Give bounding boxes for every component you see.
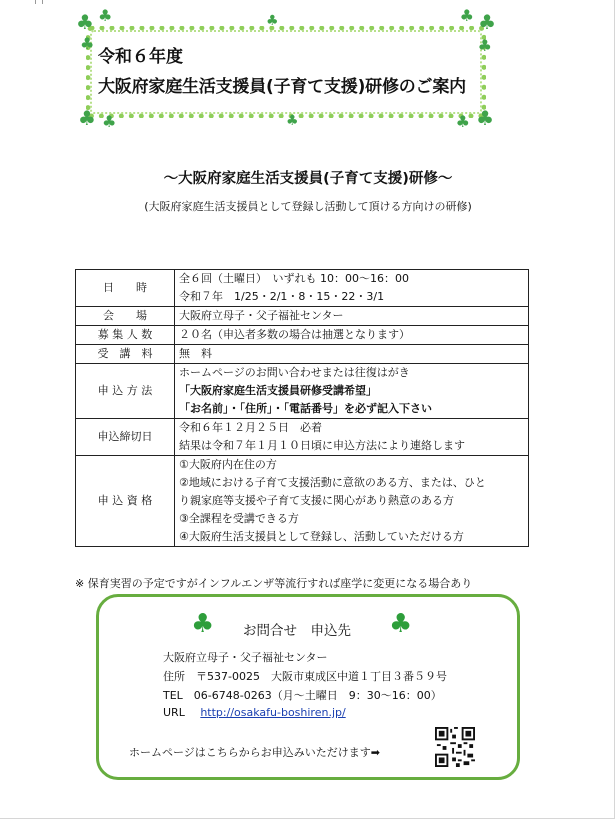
clover-icon: ♣ (286, 113, 299, 129)
row-value (175, 307, 529, 326)
clover-icon: ♣ (80, 34, 95, 53)
clover-icon: ♣ (98, 6, 113, 25)
value-line: 大阪府立母子・父子福祉センター (179, 309, 344, 322)
table-row (76, 364, 529, 419)
header-year: 令和６年度 (98, 47, 183, 67)
clover-icon: ♣ (389, 609, 413, 639)
table-row (76, 419, 529, 456)
clover-icon: ♣ (478, 10, 496, 34)
row-value (175, 419, 529, 456)
contact-box (96, 594, 520, 780)
value-line: ③全課程を受講できる方 (179, 512, 299, 525)
table-row (76, 307, 529, 326)
header-frame (76, 6, 496, 131)
clover-icon: ♣ (477, 36, 492, 55)
contact-title: お問合せ 申込先 (243, 623, 351, 639)
table-row (76, 456, 529, 547)
row-label: 会 場 (76, 307, 175, 326)
row-label: 募 集 人 数 (76, 326, 175, 345)
value-line: ２０名（申込者多数の場合は抽選となります） (179, 328, 410, 341)
footnote: ※ 保育実習の予定ですがインフルエンザ等流行すれば座学に変更になる場合あり (75, 577, 473, 590)
header-title: 大阪府家庭生活支援員(子育て支援)研修のご案内 (98, 77, 466, 97)
clover-icon: ♣ (78, 106, 96, 130)
value-line: 「お名前」・「住所」・「電話番号」を必ず記入下さい (179, 402, 432, 415)
website-link[interactable]: http://osakafu-boshiren.jp/ (200, 706, 346, 719)
value-line: 全６回（土曜日） いずれも 10：00～16：00 (179, 272, 409, 285)
info-table (75, 269, 529, 547)
value-line: ②地域における子育て支援活動に意欲のある方、または、ひと (179, 476, 486, 489)
contact-tel: TEL 06-6748-0263（月～土曜日 9：30～16：00） (163, 689, 442, 702)
row-label: 日 時 (76, 270, 175, 307)
row-label: 申 込 資 格 (76, 456, 175, 547)
value-line: 「大阪府家庭生活支援員研修受講希望」 (179, 384, 377, 397)
contact-org: 大阪府立母子・父子福祉センター (163, 651, 328, 664)
clover-icon: ♣ (476, 106, 494, 130)
row-label: 申込締切日 (76, 419, 175, 456)
row-value (175, 456, 529, 547)
table-row (76, 270, 529, 307)
value-line: ①大阪府内在住の方 (179, 458, 277, 471)
value-line: 令和７年 1/25・2/1・8・15・22・3/1 (179, 290, 385, 303)
value-line: 結果は令和７年１月１０日頃に申込方法により連絡します (179, 439, 465, 452)
clover-icon: ♣ (102, 112, 117, 131)
clover-icon: ♣ (459, 6, 474, 25)
row-label: 申 込 方 法 (76, 364, 175, 419)
row-value (175, 326, 529, 345)
qr-code-icon[interactable] (435, 727, 475, 767)
row-value (175, 270, 529, 307)
clover-icon: ♣ (76, 10, 94, 34)
value-line: ④大阪府生活支援員として登録し、活動していただける方 (179, 530, 464, 543)
value-line: り親家庭等支援や子育て支援に関心があり熱意のある方 (179, 494, 454, 507)
row-label: 受 講 料 (76, 345, 175, 364)
url-label: URL (163, 706, 185, 719)
homepage-note: ホームページはこちらからお申込みいただけます➡ (129, 746, 380, 759)
page-corner-mark (35, 0, 43, 4)
page-subtitle: ～大阪府家庭生活支援員(子育て支援)研修～ (163, 171, 453, 187)
row-value (175, 345, 529, 364)
clover-icon: ♣ (455, 112, 470, 131)
table-row (76, 326, 529, 345)
value-line: 令和６年１２月２５日 必着 (179, 421, 322, 434)
contact-address: 住所 〒537-0025 大阪市東成区中道１丁目３番５９号 (163, 670, 447, 683)
clover-icon: ♣ (191, 609, 215, 639)
contact-url-row (163, 706, 346, 719)
value-line: ホームページのお問い合わせまたは往復はがき (179, 366, 410, 379)
subtitle-note: (大阪府家庭生活支援員として登録し活動して頂ける方向けの研修) (144, 200, 472, 213)
table-row (76, 345, 529, 364)
value-line: 無 料 (179, 347, 212, 360)
clover-icon: ♣ (266, 13, 279, 29)
row-value (175, 364, 529, 419)
